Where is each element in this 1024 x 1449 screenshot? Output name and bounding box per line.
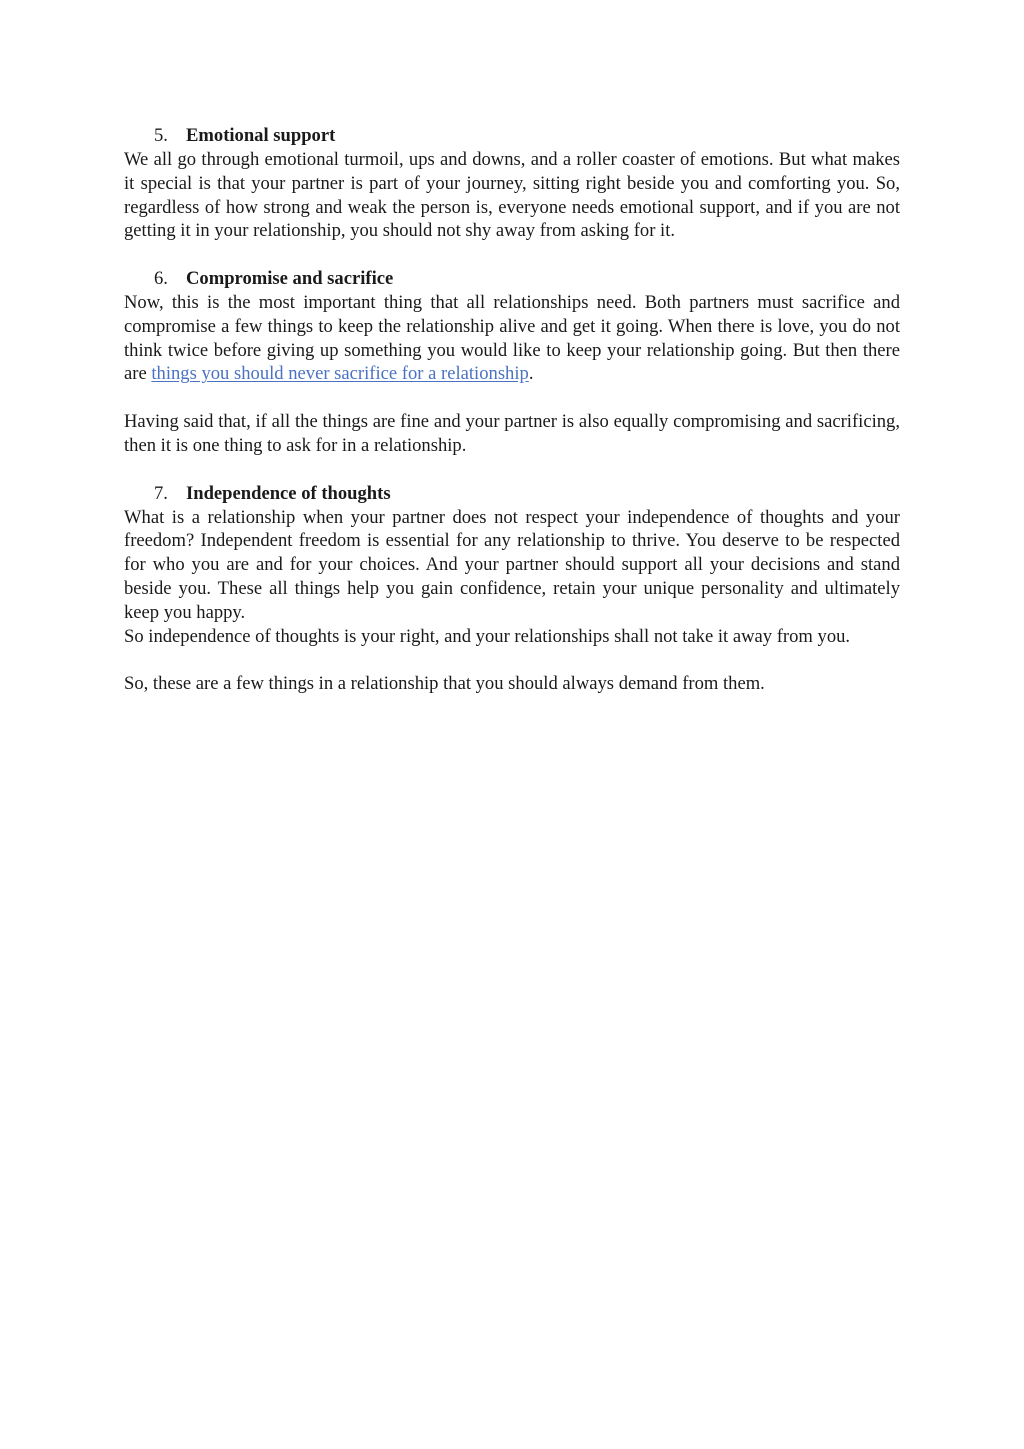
list-number: 5. xyxy=(154,125,168,146)
document-page xyxy=(124,124,900,696)
paragraph-text: Now, this is the most important thing that all relationships need. Both partners must sacrifice and compromise a few things to keep the relationship alive and get it going. When there is love, you do not think twice before giving up something you would like to keep your relationship going. But then there are xyxy=(124,291,900,385)
list-number: 6. xyxy=(154,268,168,290)
section-heading-emotional-support xyxy=(124,124,900,148)
paragraph-independence-of-thoughts: What is a relationship when your partner does not respect your independence of thoughts and your freedom? Independent freedom is essential for any relationship to thrive. You deserve to be respected for who you are and for your choices. And your partner should support all your decisions and stand beside you. These all things help you gain confidence, retain your unique personality and ultimately keep you happy. xyxy=(124,506,900,623)
paragraph-spacer xyxy=(124,458,900,482)
paragraph-spacer xyxy=(124,386,900,410)
section-heading-compromise-and-sacrifice xyxy=(124,267,900,291)
list-number: 7. xyxy=(154,482,168,504)
paragraph-emotional-support: We all go through emotional turmoil, ups and downs, and a roller coaster of emotions. But what makes it special is that your partner is part of your journey, sitting right beside you and comforting you. So, regardless of how strong and weak the person is, everyone needs emotional support, and if you are not getting it in your relationship, you should not shy away from asking for it. xyxy=(124,148,900,242)
paragraph-end-punctuation: . xyxy=(528,363,534,385)
paragraph-independence-right: So independence of thoughts is your right, and your relationships shall not take it away from you. xyxy=(124,625,851,647)
paragraph-compromise-and-sacrifice xyxy=(124,291,900,386)
sacrifice-article-link[interactable]: things you should never sacrifice for a relationship xyxy=(151,363,529,385)
closing-paragraph: So, these are a few things in a relationship that you should always demand from them. xyxy=(124,673,765,695)
heading-text: Independence of thoughts xyxy=(186,482,391,504)
heading-text: Compromise and sacrifice xyxy=(186,268,394,290)
section-heading-independence-of-thoughts xyxy=(124,482,900,506)
paragraph-spacer xyxy=(124,243,900,267)
heading-text: Emotional support xyxy=(186,125,336,146)
paragraph-spacer xyxy=(124,649,900,673)
paragraph-having-said-that: Having said that, if all the things are fine and your partner is also equally compromising and sacrificing, then it is one thing to ask for in a relationship. xyxy=(124,411,900,456)
